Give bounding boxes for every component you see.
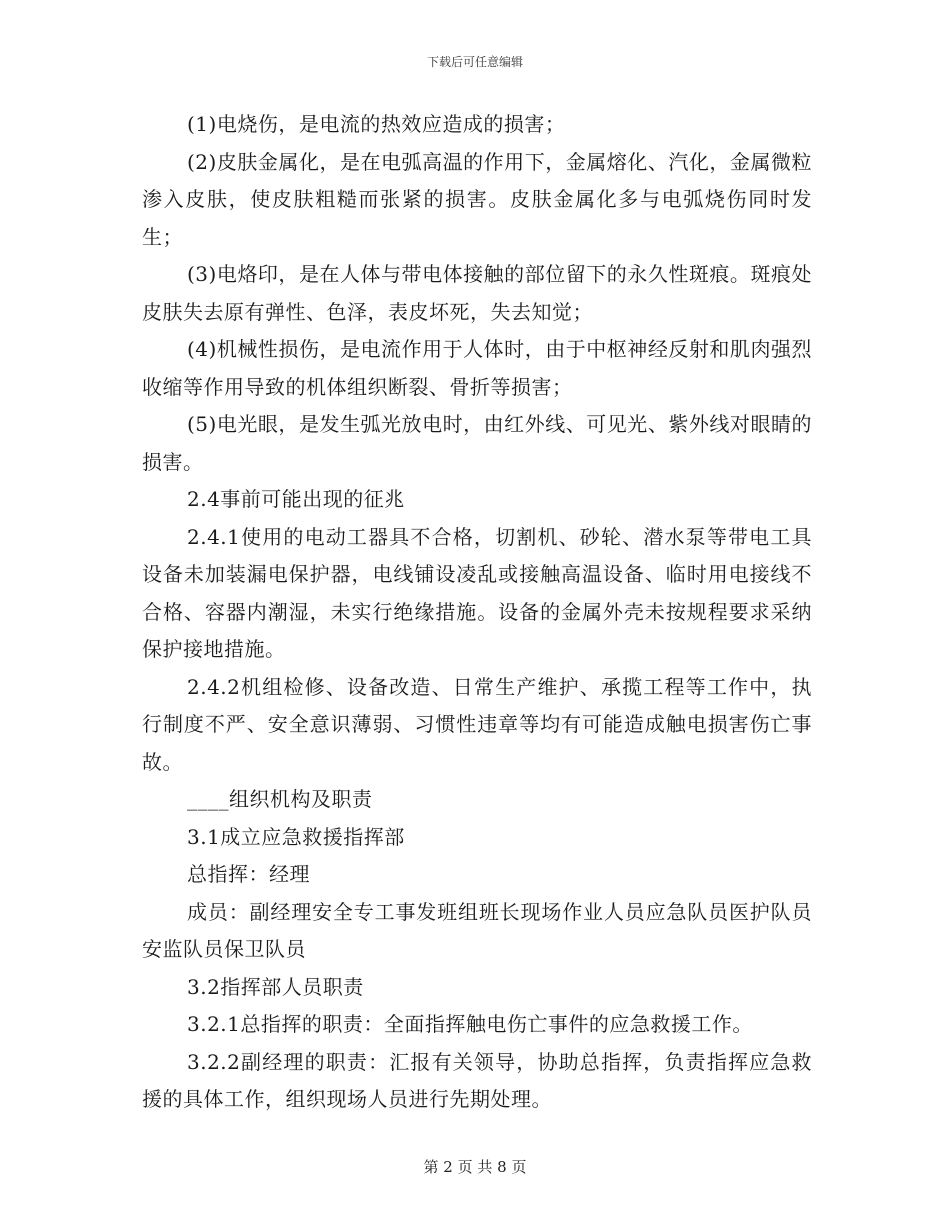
document-body [142, 106, 812, 1119]
page-footer: 第 2 页 共 8 页 [423, 1158, 527, 1176]
section-heading-3-1: 3.1成立应急救援指挥部 [187, 824, 405, 849]
paragraph-3-2-1: 3.2.1总指挥的职责：全面指挥触电伤亡事件的应急救援工作。 [187, 1012, 753, 1036]
paragraph-mechanical-injury: (4)机械性损伤，是电流作用于人体时，由于中枢神经反射和肌肉强烈收缩等作用导致的机体组织断裂、骨折等损害； [142, 337, 812, 399]
section-heading-3-2: 3.2指挥部人员职责 [187, 974, 364, 999]
paragraph-members: 成员：副经理安全专工事发班组班长现场作业人员应急队员医护队员安监队员保卫队员 [142, 899, 812, 961]
paragraph-electric-ophthalmia: (5)电光眼，是发生弧光放电时，由红外线、可见光、紫外线对眼睛的损害。 [142, 412, 812, 474]
section-heading-2-4: 2.4事前可能出现的征兆 [187, 487, 405, 511]
paragraph-electric-mark: (3)电烙印，是在人体与带电体接触的部位留下的永久性斑痕。斑痕处皮肤失去原有弹性、色泽，表皮坏死，失去知觉； [142, 262, 812, 324]
paragraph-2-4-1: 2.4.1使用的电动工器具不合格，切割机、砂轮、潜水泵等带电工具设备未加装漏电保护器，电线铺设凌乱或接触高温设备、临时用电接线不合格、容器内潮湿，未实行绝缘措施。设备的金属外壳未按规程要求采纳保护接地措施。 [142, 524, 812, 661]
paragraph-burn: (1)电烧伤，是电流的热效应造成的损害； [187, 112, 566, 136]
page-header: 下载后可任意编辑 [426, 55, 523, 69]
section-heading-organization: ____组织机构及职责 [187, 787, 373, 811]
paragraph-3-2-2: 3.2.2副经理的职责：汇报有关领导，协助总指挥，负责指挥应急救援的具体工作，组织现场人员进行先期处理。 [142, 1049, 812, 1111]
paragraph-skin-metallization: (2)皮肤金属化，是在电弧高温的作用下，金属熔化、汽化，金属微粒渗入皮肤，使皮肤粗糙而张紧的损害。皮肤金属化多与电弧烧伤同时发生； [142, 149, 812, 249]
paragraph-2-4-2: 2.4.2机组检修、设备改造、日常生产维护、承揽工程等工作中，执行制度不严、安全意识薄弱、习惯性违章等均有可能造成触电损害伤亡事故。 [142, 674, 812, 774]
paragraph-commander: 总指挥：经理 [187, 862, 310, 886]
